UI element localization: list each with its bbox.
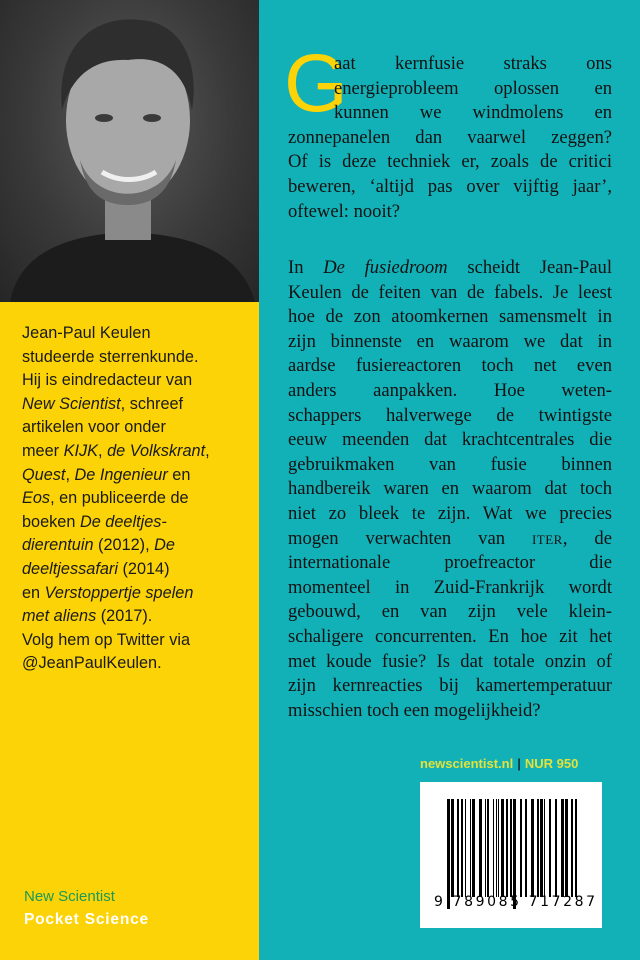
text-segment: niet zo bleek te zijn. Wat we precies	[288, 502, 612, 524]
series-name: Pocket Science	[24, 911, 149, 928]
text-line	[288, 281, 612, 306]
barcode-bar	[506, 799, 508, 897]
text-line	[288, 330, 612, 355]
text-segment: @JeanPaulKeulen.	[22, 654, 162, 673]
author-bio	[22, 322, 210, 676]
text-line	[22, 652, 210, 676]
text-segment: schappers halverwege de twintigste	[288, 404, 612, 426]
footer-info	[420, 756, 578, 771]
barcode	[420, 782, 602, 928]
text-segment: Hij is eindredacteur van	[22, 371, 193, 390]
barcode-bar	[487, 799, 489, 897]
barcode-bar	[461, 799, 463, 897]
text-segment: zijn binnenste en waarom we dat in	[288, 330, 612, 352]
text-segment: New Scientist	[22, 394, 121, 413]
text-line	[288, 150, 612, 175]
text-segment: aardse fusiereactoren toch net even	[288, 355, 612, 377]
text-line	[22, 464, 210, 488]
barcode-bar	[465, 799, 466, 897]
text-segment: en	[22, 583, 45, 602]
barcode-bar	[525, 799, 527, 897]
barcode-bar	[493, 799, 494, 897]
barcode-bar	[485, 799, 486, 897]
text-line	[288, 674, 612, 699]
text-segment: met koude fusie? Is dat totale onzin of	[288, 650, 612, 672]
text-line	[288, 650, 612, 675]
text-segment: Quest	[22, 465, 66, 484]
text-line	[22, 629, 210, 653]
text-segment: Keulen de feiten van de fabels. Je leest	[288, 281, 612, 303]
text-segment: gebruikmaken van fusie binnen	[288, 453, 612, 475]
text-line	[288, 576, 612, 601]
text-line	[22, 511, 210, 535]
text-line	[288, 77, 612, 102]
text-segment: ,	[98, 441, 108, 460]
text-segment: de Volkskrant	[107, 441, 206, 460]
separator: |	[517, 756, 521, 771]
text-line	[288, 175, 612, 200]
text-line	[22, 416, 210, 440]
text-line	[288, 256, 612, 281]
text-line	[288, 699, 612, 724]
text-segment: schaligere concurrenten. En hoe zit het	[288, 625, 612, 647]
barcode-bar	[571, 799, 573, 897]
barcode-bar	[496, 799, 497, 897]
barcode-bar	[544, 799, 545, 897]
text-segment: (2012),	[93, 536, 155, 555]
text-segment: gebouwd, en van zijn vele klein-	[288, 601, 612, 623]
text-segment: iter	[531, 527, 563, 549]
barcode-bar	[555, 799, 557, 897]
text-segment: zonnepanelen dan vaarwel zeggen?	[288, 126, 612, 148]
text-line	[22, 440, 210, 464]
text-segment: beweren, ‘altijd pas over vijftig jaar’,	[288, 175, 612, 197]
text-segment: misschien toch een mogelijkheid?	[288, 699, 541, 721]
blurb-paragraph-2	[288, 256, 612, 723]
barcode-bar	[479, 799, 482, 897]
barcode-bars	[447, 799, 581, 909]
publisher-logo-text: New Scientist	[24, 888, 115, 905]
text-line	[22, 582, 210, 606]
text-line	[288, 527, 612, 552]
text-segment: oftewel: nooit?	[288, 200, 401, 222]
barcode-bar	[501, 799, 504, 897]
text-line	[288, 477, 612, 502]
barcode-bar	[451, 799, 454, 897]
text-segment: De	[154, 536, 175, 555]
text-segment: momenteel in Zuid-Frankrijk wordt	[288, 576, 612, 598]
barcode-bar	[510, 799, 512, 897]
barcode-bar	[470, 799, 471, 897]
text-segment: zijn kernreacties bij kamertemperatuur	[288, 675, 612, 697]
text-segment: Jean-Paul Keulen	[22, 324, 151, 342]
text-segment: eeuw meenden dat krachtcentrales die	[288, 429, 612, 451]
text-line	[288, 101, 612, 126]
barcode-bar	[520, 799, 522, 897]
nur-code: NUR 950	[524, 756, 579, 771]
text-segment: Of is deze techniek er, zoals de critici	[288, 151, 612, 173]
text-line	[288, 354, 612, 379]
text-segment: , schreef	[120, 394, 184, 413]
website-link: newscientist.nl	[420, 756, 514, 771]
text-line	[288, 551, 612, 576]
author-photo	[0, 0, 259, 302]
text-segment: (2014)	[117, 559, 170, 578]
text-segment: hoe de zon atoomkernen samensmelt in	[288, 306, 612, 328]
drop-cap: G	[284, 38, 348, 129]
text-segment: , de	[562, 527, 612, 549]
text-segment: scheidt Jean-Paul	[447, 257, 613, 278]
text-segment: Verstoppertje spelen	[44, 583, 194, 602]
text-segment: meer	[22, 441, 64, 460]
isbn-number: 9 789085 717287	[434, 894, 598, 910]
text-segment: dierentuin	[22, 536, 94, 555]
barcode-bar	[575, 799, 577, 897]
barcode-bar	[549, 799, 551, 897]
text-line	[288, 305, 612, 330]
text-segment: boeken	[22, 512, 80, 531]
text-segment: , en publiceerde de	[50, 489, 189, 508]
text-segment: mogen verwachten van	[288, 527, 532, 549]
text-segment: (2017).	[96, 607, 153, 626]
text-segment: anders aanpakken. Hoe weten-	[288, 379, 612, 401]
barcode-bar	[565, 799, 568, 897]
text-segment: aat kernfusie straks ons	[334, 53, 612, 74]
text-line	[22, 534, 210, 558]
text-line	[288, 600, 612, 625]
text-segment: Eos	[22, 489, 51, 508]
text-line	[22, 393, 210, 417]
text-segment: ,	[205, 441, 210, 460]
barcode-bar	[561, 799, 564, 897]
text-segment: artikelen voor onder	[22, 418, 166, 437]
barcode-bar	[513, 799, 516, 909]
text-line	[22, 487, 210, 511]
text-line	[288, 404, 612, 429]
text-segment: De deeltjes-	[79, 512, 167, 531]
text-segment: Volg hem op Twitter via	[22, 630, 191, 649]
text-line	[288, 200, 612, 225]
text-segment: De Ingenieur	[74, 465, 168, 484]
text-line	[288, 126, 612, 151]
text-line	[288, 52, 612, 77]
text-segment: energieprobleem oplossen en	[334, 77, 612, 99]
text-line	[288, 453, 612, 478]
text-line	[288, 379, 612, 404]
text-line	[22, 605, 210, 629]
barcode-bar	[457, 799, 459, 897]
text-line	[22, 346, 210, 370]
text-line	[22, 558, 210, 582]
text-segment: internationale proefreactor die	[288, 552, 612, 574]
text-segment: kunnen we windmolens en	[334, 102, 612, 124]
text-segment: deeltjessafari	[22, 559, 118, 578]
yellow-panel	[0, 0, 259, 960]
text-segment: KIJK	[63, 441, 99, 460]
text-line	[288, 428, 612, 453]
barcode-bar	[537, 799, 539, 897]
text-segment: studeerde sterrenkunde.	[22, 347, 199, 366]
text-segment: en	[167, 465, 191, 484]
text-segment: handbereik waren en waarom dat toch	[288, 478, 612, 500]
barcode-bar	[447, 799, 450, 909]
blurb-paragraph-1	[288, 52, 612, 224]
text-line	[22, 369, 210, 393]
barcode-bar	[498, 799, 499, 897]
text-segment: De fusiedroom	[323, 257, 448, 278]
text-line	[22, 322, 210, 346]
text-segment: met aliens	[22, 607, 97, 626]
text-segment: In	[288, 257, 324, 278]
text-line	[288, 625, 612, 650]
text-segment: ,	[65, 465, 75, 484]
barcode-bar	[472, 799, 475, 897]
barcode-bar	[540, 799, 543, 897]
text-line	[288, 502, 612, 527]
barcode-bar	[531, 799, 534, 897]
